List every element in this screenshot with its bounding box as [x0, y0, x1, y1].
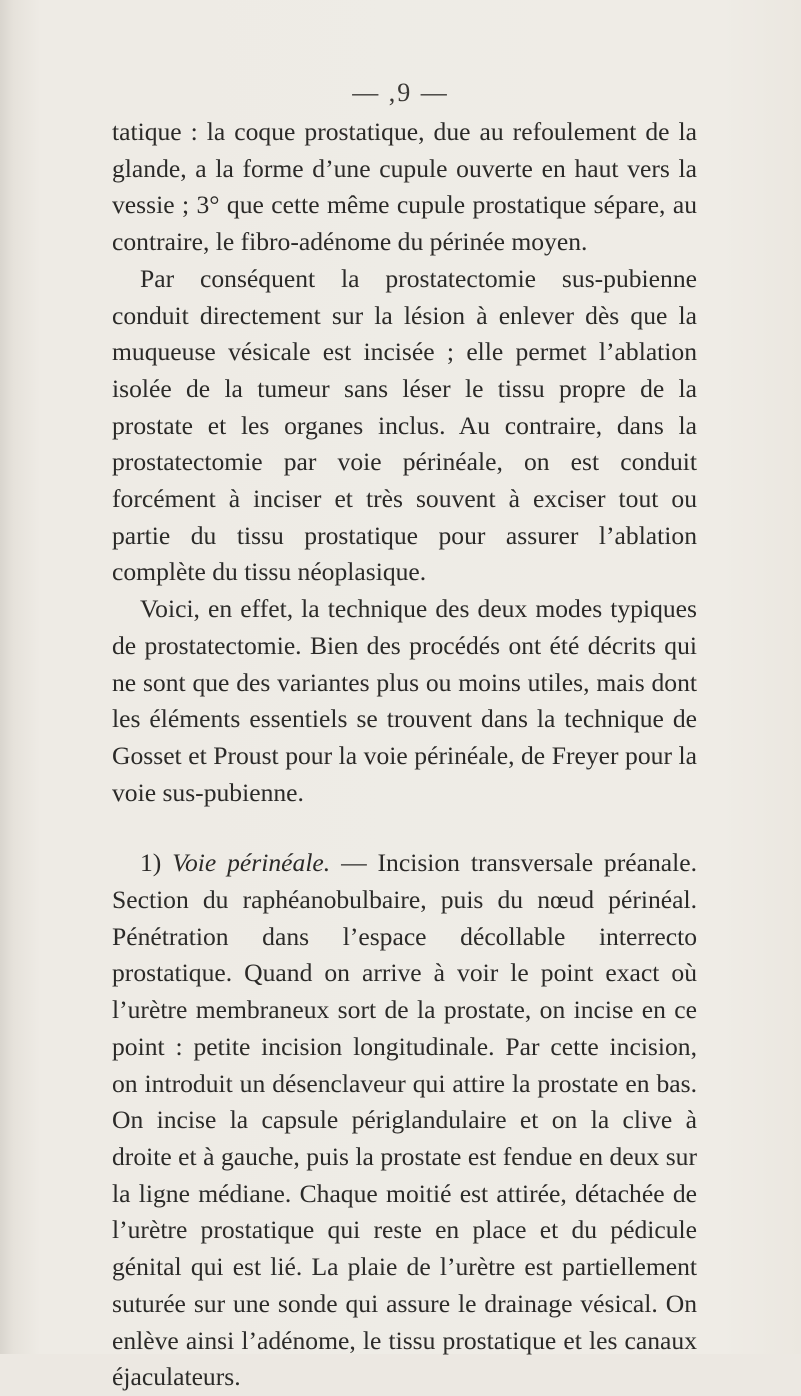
page-number: — ,9 —	[352, 78, 449, 107]
section-title: Voie périnéale.	[172, 848, 331, 878]
section-voie-perineale	[112, 845, 697, 1396]
body-text	[112, 114, 697, 1396]
paragraph-techniques: Voici, en effet, la technique des deux modes typiques de prostatectomie. Bien des procédés ont été décrits qui ne sont que des variantes plus ou moins utiles, mais dont les éléments essentiels se trouvent dans la technique de Gosset et Proust pour la voie périnéale, de Freyer pour la voie sus-pubienne.	[112, 594, 697, 807]
paragraph-continuation: tatique : la coque prostatique, due au refoulement de la glande, a la forme d’une cupule ouverte en haut vers la vessie ; 3° que cette même cupule prostatique sépare, au contraire, le fibro-adénome du périnée moyen.	[112, 117, 697, 257]
section-spacer	[112, 811, 697, 845]
paragraph-suspubienne: Par conséquent la prostatectomie sus-pubienne conduit directement sur la lésion à enlever dès que la muqueuse vésicale est incisée ; elle permet l’ablation isolée de la tumeur sans léser le tissu propre de la prostate et les organes inclus. Au contraire, dans la prostatectomie par voie périnéale, on est conduit forcément à inciser et très souvent à exciser tout ou partie du tissu prostatique pour assurer l’ablation complète du tissu néoplasique.	[112, 263, 697, 587]
section-number: 1)	[140, 848, 162, 878]
section-text: — Incision transversale préanale. Section du raphéanobulbaire, puis du nœud périnéal. Pénétration dans l’espace décollable interrecto prostatique. Quand on arrive à voir le point exact où l’urètre membraneux sort de la prostate, on incise en ce point : petite incision longitudinale. Par cette incision, on introduit un désenclaveur qui attire la prostate en bas. On incise la capsule périglandulaire et on la clive à droite et à gauche, puis la prostate est fendue en deux sur la ligne médiane. Chaque moitié est attirée, détachée de l’urètre prostatique qui reste en place et du pédicule génital qui est lié. La plaie de l’urètre est partiellement suturée sur une sonde qui assure le drainage vésical. On enlève ainsi l’adénome, le tissu prostatique et les canaux éjaculateurs.	[112, 848, 697, 1392]
